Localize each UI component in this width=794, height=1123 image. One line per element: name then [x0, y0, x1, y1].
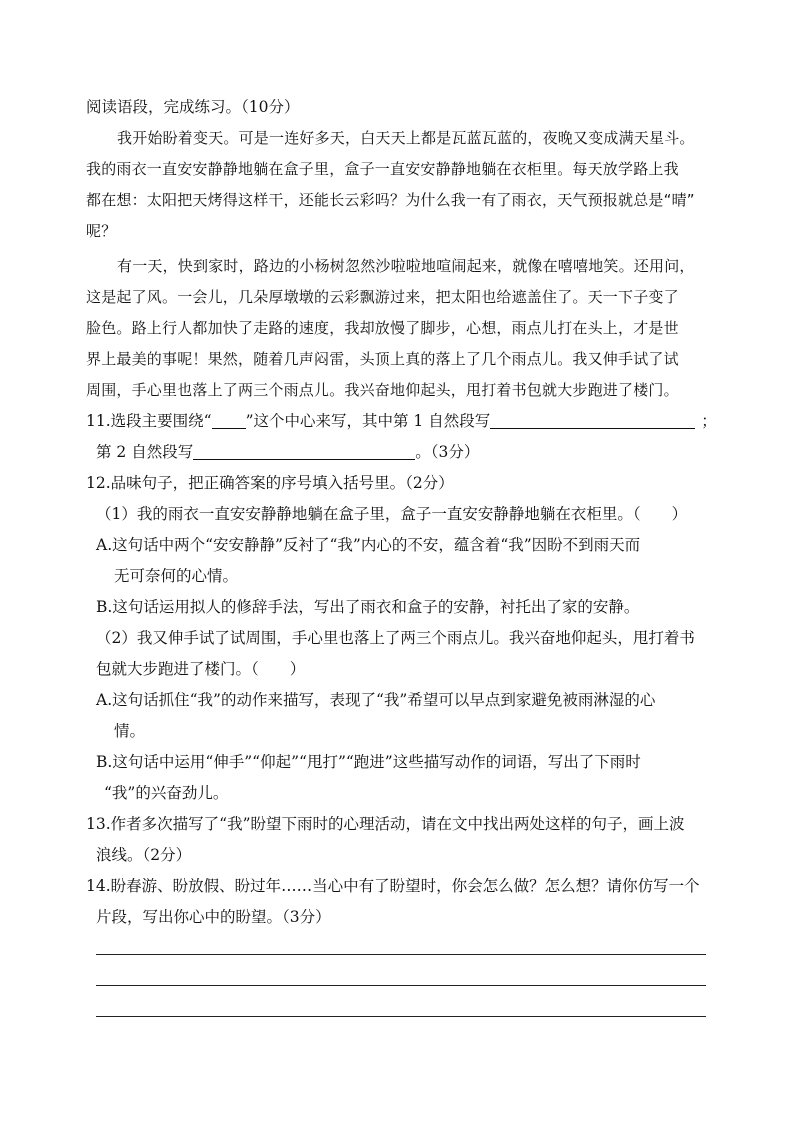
- passage-p2-line4: 界上最美的事呢！果然，随着几声闷雷，头顶上真的落上了几个雨点儿。我又伸手试了试: [86, 350, 679, 368]
- q12-s1-option-b: B.这句话运用拟人的修辞手法，写出了雨衣和盒子的安静，衬托出了家的安静。: [96, 598, 640, 616]
- answer-line[interactable]: [96, 1016, 706, 1017]
- answer-line[interactable]: [96, 985, 706, 986]
- q11-center-blank[interactable]: [212, 412, 246, 429]
- q12-s2-option-b-line2: “我”的兴奋劲儿。: [104, 784, 229, 802]
- q12-stem: 12.品味句子，把正确答案的序号填入括号里。（2分）: [86, 474, 454, 492]
- q12-sentence2-line1: （2）我又伸手试了试周围，手心里也落上了两三个雨点儿。我兴奋地仰起头，甩打着书: [96, 629, 695, 647]
- passage-p1-line1: 我开始盼着变天。可是一连好多天，白天天上都是瓦蓝瓦蓝的，夜晚又变成满天星斗。: [117, 129, 695, 147]
- q11-text-a: 11.选段主要围绕“: [86, 412, 212, 430]
- answer-line[interactable]: [96, 954, 706, 955]
- q11-line2: [96, 441, 479, 463]
- q11-text-c: ；: [701, 412, 717, 430]
- q12-s2-option-a-line2: 情。: [114, 722, 146, 740]
- passage-p1-line4: 呢？: [86, 222, 117, 240]
- q12-s1-option-a-line2: 无可奈何的心情。: [114, 567, 239, 585]
- passage-p2-line5: 周围，手心里也落上了两三个雨点儿。我兴奋地仰起头，甩打着书包就大步跑进了楼门。: [86, 381, 679, 399]
- passage-p2-line2: 这是起了风。一会儿，几朵厚墩墩的云彩飘游过来，把太阳也给遮盖住了。天一下子变了: [86, 288, 679, 306]
- passage-p1-line2: 我的雨衣一直安安静静地躺在盒子里，盒子一直安安静静地躺在衣柜里。每天放学路上我: [86, 160, 679, 178]
- q11-p1-blank[interactable]: [490, 412, 695, 429]
- q12-s2-option-a-line1: A.这句话抓住“我”的动作来描写，表现了“我”希望可以早点到家避免被雨淋湿的心: [96, 691, 656, 709]
- q14-line1: 14.盼春游、盼放假、盼过年……当心中有了盼望时，你会怎么做？怎么想？请你仿写一个: [86, 877, 700, 895]
- passage-p2-line1: 有一天，快到家时，路边的小杨树忽然沙啦啦地喧闹起来，就像在嘻嘻地笑。还用问，: [117, 257, 695, 275]
- section-header: 阅读语段，完成练习。（10分）: [86, 98, 300, 116]
- passage-p1-line3: 都在想：太阳把天烤得这样干，还能长云彩吗？为什么我一有了雨衣，天气预报就总是“晴”: [86, 191, 695, 209]
- q12-sentence1: （1）我的雨衣一直安安静静地躺在盒子里，盒子一直安安静静地躺在衣柜里。（ ）: [96, 505, 688, 523]
- q12-sentence2-line2: 包就大步跑进了楼门。（ ）: [96, 660, 306, 678]
- q11-p2-blank[interactable]: [193, 443, 415, 460]
- q11-text-d: 第 2 自然段写: [96, 443, 194, 461]
- q13-line2: 浪线。（2分）: [96, 846, 192, 864]
- q11-line1: [86, 410, 717, 432]
- q13-line1: 13.作者多次描写了“我”盼望下雨时的心理活动，请在文中找出两处这样的句子，画上波: [86, 815, 685, 833]
- q11-text-e: 。（3分）: [415, 443, 480, 461]
- q12-s2-option-b-line1: B.这句话中运用“伸手”“仰起”“甩打”“跑进”这些描写动作的词语，写出了下雨时: [96, 753, 641, 771]
- q11-text-b: ”这个中心来写，其中第 1 自然段写: [245, 412, 491, 430]
- passage-p2-line3: 脸色。路上行人都加快了走路的速度，我却放慢了脚步，心想，雨点儿打在头上，才是世: [86, 319, 679, 337]
- q12-s1-option-a-line1: A.这句话中两个“安安静静”反衬了“我”内心的不安，蕴含着“我”因盼不到雨天而: [96, 536, 641, 554]
- q14-line2: 片段，写出你心中的盼望。（3分）: [96, 908, 331, 926]
